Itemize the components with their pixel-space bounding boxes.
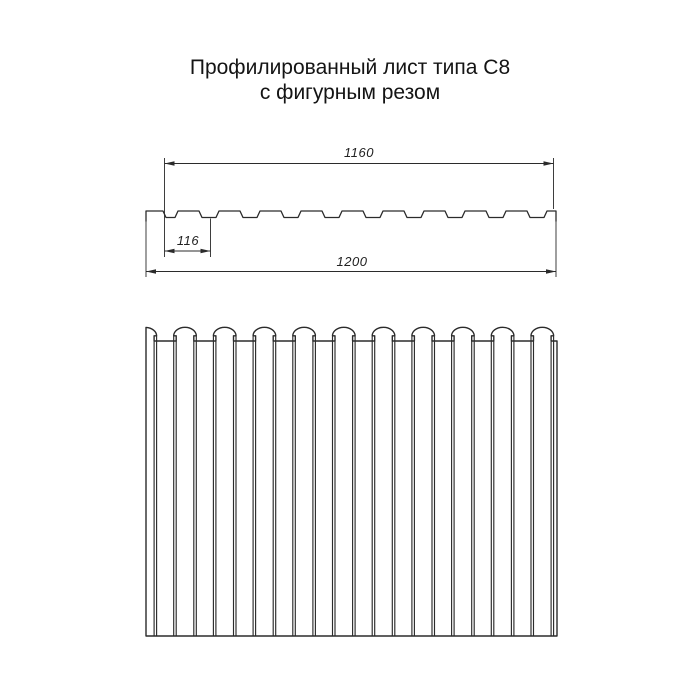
front-view — [146, 327, 557, 636]
dimension-116-value: 116 — [176, 233, 200, 248]
dimension-1200-value: 1200 — [336, 254, 368, 269]
front-view-outline — [146, 327, 557, 636]
cross-section-profile — [146, 211, 556, 222]
dimension-1160 — [165, 145, 554, 216]
dimension-1160-lines — [165, 158, 554, 216]
page-title-line2: с фигурным резом — [259, 81, 441, 104]
front-view-rib-lines — [154, 336, 553, 636]
dimension-116 — [165, 216, 211, 257]
cross-section-view — [146, 211, 556, 222]
page-title-line1: Профилированный лист типа С8 — [189, 56, 511, 79]
dimension-1160-value: 1160 — [344, 145, 374, 160]
dimension-1200 — [146, 222, 556, 278]
